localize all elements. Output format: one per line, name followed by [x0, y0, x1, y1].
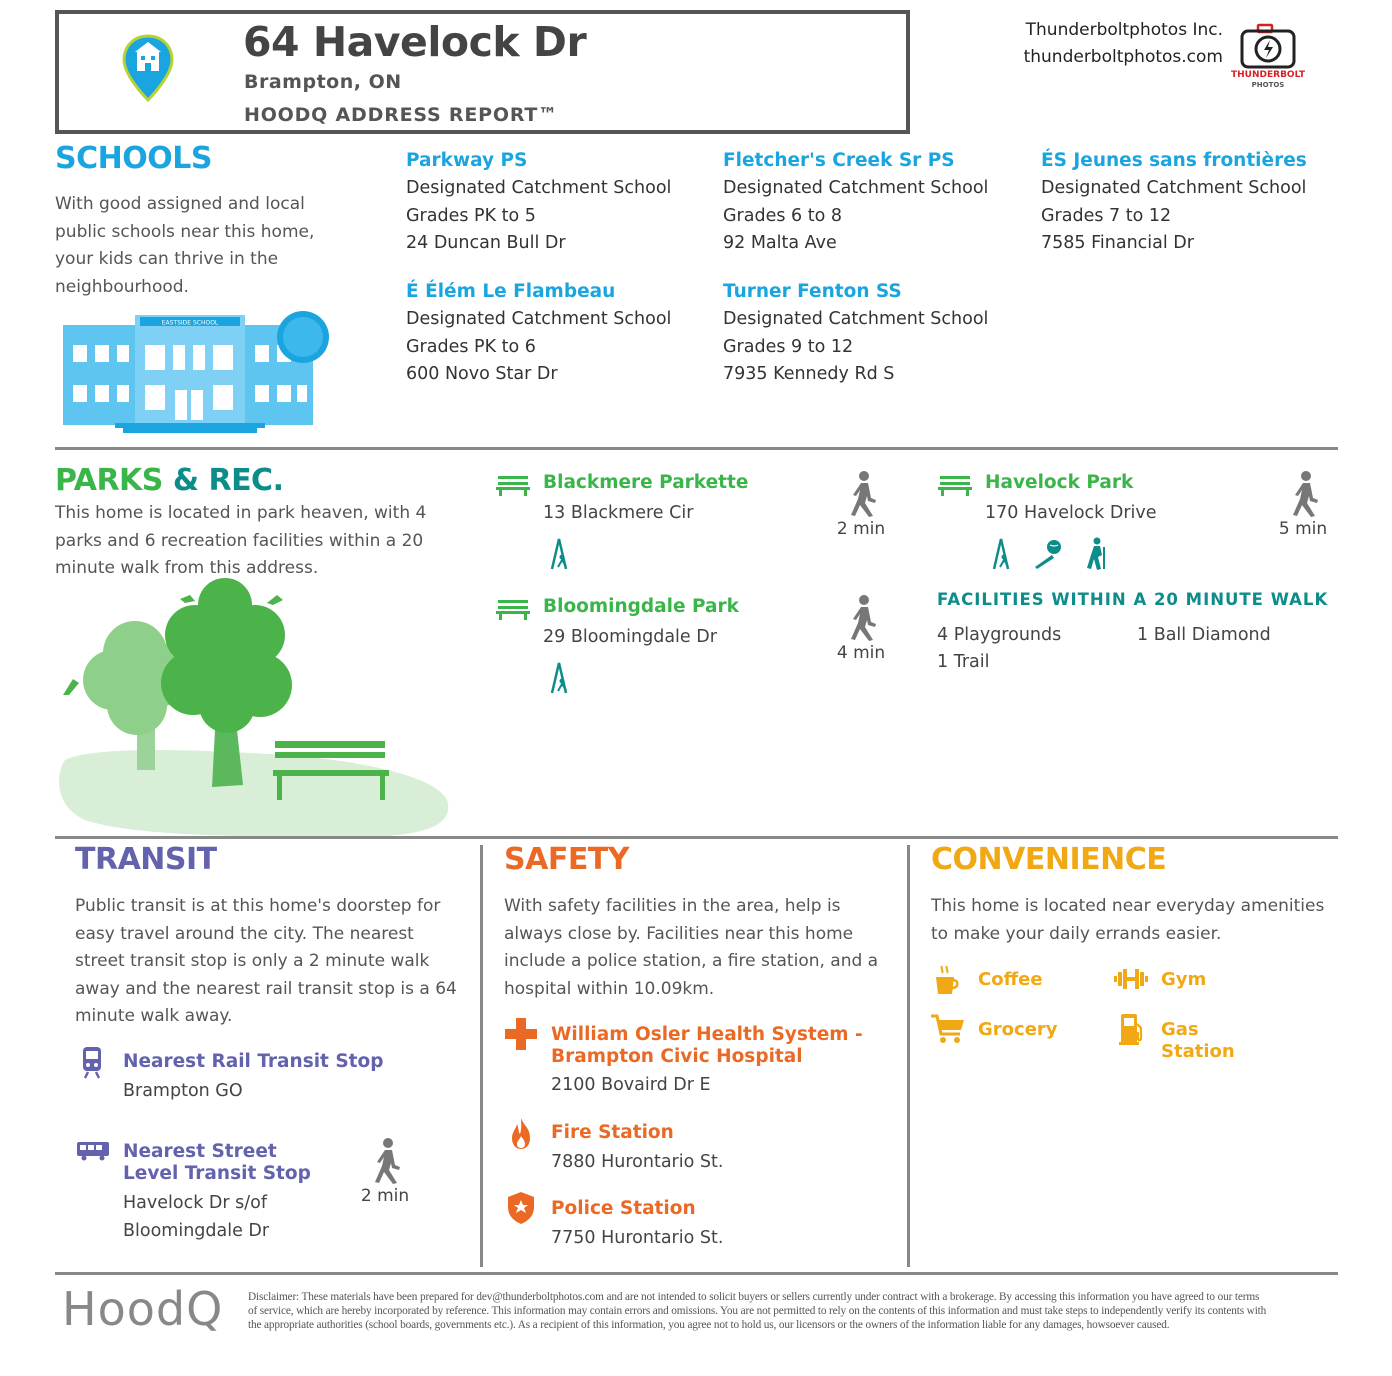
safety-title: SAFETY — [504, 842, 629, 877]
police-station-address: 7750 Hurontario St. — [551, 1228, 724, 1248]
school-card-3[interactable] — [1041, 150, 1341, 258]
parks-description: This home is located in park heaven, with 4 parks and 6 recreation facilities within a 20 minute walk from this address. — [55, 503, 427, 578]
rail-stop-name[interactable]: Brampton GO — [123, 1081, 243, 1101]
walk-time: 5 min — [1278, 519, 1328, 539]
divider — [55, 447, 1338, 450]
park-address: 29 Bloomingdale Dr — [543, 627, 717, 647]
hospital-cross-icon — [504, 1017, 538, 1051]
walk-time: 2 min — [360, 1186, 410, 1206]
hospital-address: 2100 Bovaird Dr E — [551, 1075, 711, 1095]
hoodq-logo: HoodQ — [62, 1282, 224, 1336]
company-url[interactable]: thunderboltphotos.com — [1023, 47, 1223, 67]
facilities-title: FACILITIES WITHIN A 20 MINUTE WALK — [937, 590, 1329, 609]
facility-item: 4 Playgrounds — [937, 625, 1062, 645]
company-info — [995, 17, 1223, 71]
school-building-illustration — [55, 305, 340, 440]
school-card-1[interactable] — [406, 150, 706, 258]
gas-pump-icon — [1118, 1012, 1144, 1046]
fire-station-address: 7880 Hurontario St. — [551, 1152, 724, 1172]
amenity-grocery[interactable]: Grocery — [978, 1019, 1058, 1040]
trail-hiker-icon — [1084, 537, 1108, 571]
schools-description: With good assigned and local public schools near this home, your kids can thrive in the neighbourhood. — [55, 194, 315, 297]
school-card-2[interactable] — [723, 150, 1023, 258]
walking-person-icon — [847, 470, 879, 518]
playground-swing-icon — [546, 661, 574, 695]
police-shield-icon — [507, 1191, 535, 1225]
school-type: Designated Catchment School — [723, 309, 989, 329]
park-name[interactable]: Blackmere Parkette — [543, 472, 749, 493]
column-divider — [480, 845, 483, 1267]
convenience-description: This home is located near everyday amenities to make your daily errands easier. — [931, 896, 1325, 944]
street-stop-label: Nearest Street Level Transit Stop — [123, 1141, 311, 1184]
logo-text: THUNDERBOLT PHOTOS — [1231, 70, 1305, 89]
grocery-cart-icon — [930, 1014, 966, 1044]
svg-text:EASTSIDE SCHOOL: EASTSIDE SCHOOL — [161, 319, 219, 327]
playground-swing-icon — [988, 537, 1016, 571]
address-city: Brampton, ON — [244, 71, 402, 93]
transit-description: Public transit is at this home's doorstep for easy travel around the city. The nearest street transit stop is only a 2 minute walk away and the nearest rail transit stop is a 64 minute walk away. — [75, 896, 457, 1026]
school-card-5[interactable] — [723, 281, 1023, 389]
school-type: Designated Catchment School — [406, 178, 672, 198]
divider — [55, 1272, 1338, 1275]
transit-title: TRANSIT — [75, 842, 217, 877]
amenity-gym[interactable]: Gym — [1161, 969, 1207, 990]
amenity-gas-station[interactable]: Gas Station — [1161, 1019, 1235, 1062]
school-grades: Grades 9 to 12 — [723, 336, 854, 357]
address-title: 64 Havelock Dr — [243, 18, 587, 66]
school-name[interactable]: É Élém Le Flambeau — [406, 281, 616, 302]
hospital-name[interactable]: William Osler Health System - Brampton Civic Hospital — [551, 1024, 863, 1067]
walking-person-icon — [1289, 470, 1321, 518]
school-name[interactable]: Fletcher's Creek Sr PS — [723, 150, 955, 171]
police-station-name[interactable]: Police Station — [551, 1198, 696, 1219]
baseball-icon — [1032, 537, 1066, 571]
school-address: 600 Novo Star Dr — [406, 364, 558, 384]
park-name[interactable]: Havelock Park — [985, 472, 1134, 493]
walking-person-icon — [847, 594, 879, 642]
school-address: 7935 Kennedy Rd S — [723, 364, 895, 384]
school-address: 24 Duncan Bull Dr — [406, 233, 566, 253]
bench-icon — [496, 598, 530, 620]
walking-person-icon — [371, 1137, 403, 1185]
street-stop-name[interactable]: Havelock Dr s/of Bloomingdale Dr — [123, 1193, 270, 1241]
bus-icon — [76, 1141, 110, 1161]
school-name[interactable]: ÉS Jeunes sans frontières — [1041, 150, 1307, 171]
school-grades: Grades 7 to 12 — [1041, 205, 1172, 226]
divider — [55, 836, 1338, 839]
report-label: HOODQ ADDRESS REPORT™ — [244, 104, 558, 126]
park-name[interactable]: Bloomingdale Park — [543, 596, 739, 617]
fire-icon — [510, 1116, 532, 1150]
location-pin-icon — [122, 34, 174, 104]
amenity-coffee[interactable]: Coffee — [978, 969, 1043, 990]
school-type: Designated Catchment School — [1041, 178, 1307, 198]
bench-icon — [938, 474, 972, 496]
park-address: 170 Havelock Drive — [985, 503, 1157, 523]
parks-title: PARKS & REC. — [55, 463, 284, 498]
schools-title: SCHOOLS — [55, 141, 212, 176]
school-name[interactable]: Turner Fenton SS — [723, 281, 902, 302]
school-type: Designated Catchment School — [406, 309, 672, 329]
coffee-icon — [934, 964, 960, 996]
playground-swing-icon — [546, 537, 574, 571]
school-address: 92 Malta Ave — [723, 233, 837, 253]
walk-time: 2 min — [836, 519, 886, 539]
train-icon — [80, 1045, 104, 1079]
school-grades: Grades PK to 5 — [406, 205, 536, 226]
school-card-4[interactable] — [406, 281, 706, 389]
facility-item: 1 Trail — [937, 652, 990, 672]
school-address: 7585 Financial Dr — [1041, 233, 1194, 253]
safety-description: With safety facilities in the area, help is always close by. Facilities near this home include a police station, a fire station, and a hospital within 10.09km. — [504, 896, 879, 999]
convenience-title: CONVENIENCE — [931, 842, 1167, 877]
school-grades: Grades 6 to 8 — [723, 205, 842, 226]
fire-station-name[interactable]: Fire Station — [551, 1122, 674, 1143]
school-grades: Grades PK to 6 — [406, 336, 536, 357]
school-type: Designated Catchment School — [723, 178, 989, 198]
park-address: 13 Blackmere Cir — [543, 503, 694, 523]
column-divider — [907, 845, 910, 1267]
bench-icon — [496, 474, 530, 496]
rail-stop-label: Nearest Rail Transit Stop — [123, 1051, 384, 1072]
park-illustration — [55, 575, 455, 840]
disclaimer-text: Disclaimer: These materials have been prepared for dev@thunderboltphotos.com and are not intended to solicit buyers or sellers currently under contract with a brokerage. By accessing this information you have agreed to our terms of service, which are hereby incorporated by reference. This information may contain errors and omissions. You are not permitted to rely on the contents of this information and must take steps to independently verify its contents with the appropriate authorities (school boards, governments etc.). As a recipient of this information, you agree not to hold us, our licensors or the owners of the information liable for any damages, howsoever caused. — [248, 1291, 1267, 1331]
school-name[interactable]: Parkway PS — [406, 150, 528, 171]
company-name: Thunderboltphotos Inc. — [1025, 20, 1223, 40]
gym-dumbbell-icon — [1113, 968, 1149, 990]
walk-time: 4 min — [836, 643, 886, 663]
facility-item: 1 Ball Diamond — [1137, 625, 1271, 645]
camera-logo-icon — [1236, 22, 1300, 70]
